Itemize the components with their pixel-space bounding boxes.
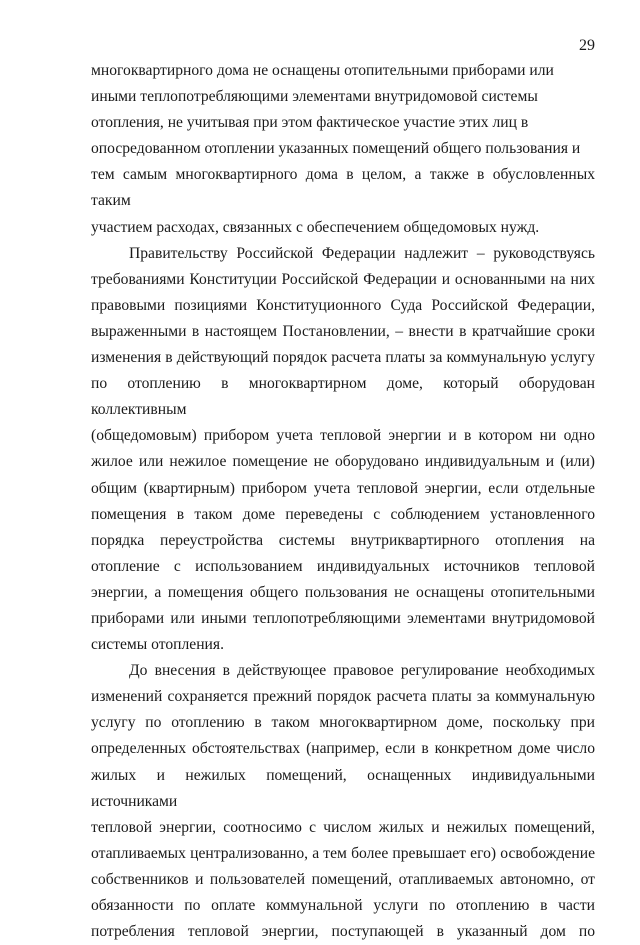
text-line: жилых и нежилых помещений, оснащенных индивидуальными источниками <box>91 766 595 810</box>
text-line: участием расходах, связанных с обеспечением общедомовых нужд. <box>91 218 540 236</box>
text-line: жилое или нежилое помещение не оборудовано индивидуальным и (или) <box>91 453 595 471</box>
text-line: До внесения в действующее правовое регулирование необходимых <box>129 662 595 680</box>
text-line: определенных обстоятельствах (например, если в конкретном доме число <box>91 740 595 758</box>
text-line: изменения в действующий порядок расчета платы за коммунальную услугу <box>91 349 595 367</box>
text-line: многоквартирного дома не оснащены отопительными приборами или <box>91 62 554 79</box>
text-line: помещения в таком доме переведены с соблюдением установленного <box>91 505 595 523</box>
text-line: Правительству Российской Федерации надлежит – руководствуясь <box>129 244 595 262</box>
text-line: тем самым многоквартирного дома в целом, а также в обусловленных таким <box>91 166 595 210</box>
text-line: отапливаемых централизованно, а тем более превышает его) освобождение <box>91 844 595 862</box>
text-line: тепловой энергии, соотносимо с числом жилых и нежилых помещений, <box>91 818 595 836</box>
text-line: энергии, а помещения общего пользования не оснащены отопительными <box>91 583 595 601</box>
text-line: отопления, не учитывая при этом фактическое участие этих лиц в <box>91 114 529 132</box>
text-line: выраженными в настоящем Постановлении, – внести в кратчайшие сроки <box>91 322 595 340</box>
text-line: общим (квартирным) прибором учета тепловой энергии, если отдельные <box>91 479 595 497</box>
text-line: системы отопления. <box>91 636 224 654</box>
text-line: (общедомовым) прибором учета тепловой энергии и в котором ни одно <box>91 427 595 445</box>
text-line: порядка переустройства системы внутриквартирного отопления на <box>91 531 595 549</box>
text-line: потребления тепловой энергии, поступающей в указанный дом по <box>91 923 595 941</box>
text-line: приборами или иными теплопотребляющими элементами внутридомовой <box>91 609 595 627</box>
page-number: 29 <box>579 37 595 54</box>
paragraph-2 <box>91 241 595 659</box>
text-line: услугу по отоплению в таком многоквартирном доме, поскольку при <box>91 714 595 732</box>
document-body <box>91 58 595 945</box>
paragraph-3 <box>91 658 595 945</box>
paragraph-1 <box>91 58 595 241</box>
text-line: обязанности по оплате коммунальной услуги по отоплению в части <box>91 897 595 914</box>
text-line: отопление с использованием индивидуальных источников тепловой <box>91 557 595 575</box>
text-line: опосредованном отоплении указанных помещений общего пользования и <box>91 140 581 158</box>
text-line: изменений сохраняется прежний порядок расчета платы за коммунальную <box>91 688 595 706</box>
text-line: собственников и пользователей помещений, отапливаемых автономно, от <box>91 870 595 888</box>
text-line: требованиями Конституции Российской Федерации и основанными на них <box>91 270 595 288</box>
text-line: правовыми позициями Конституционного Суда Российской Федерации, <box>91 296 595 314</box>
text-line: по отоплению в многоквартирном доме, который оборудован коллективным <box>91 375 595 419</box>
text-line: иными теплопотребляющими элементами внутридомовой системы <box>91 88 538 106</box>
